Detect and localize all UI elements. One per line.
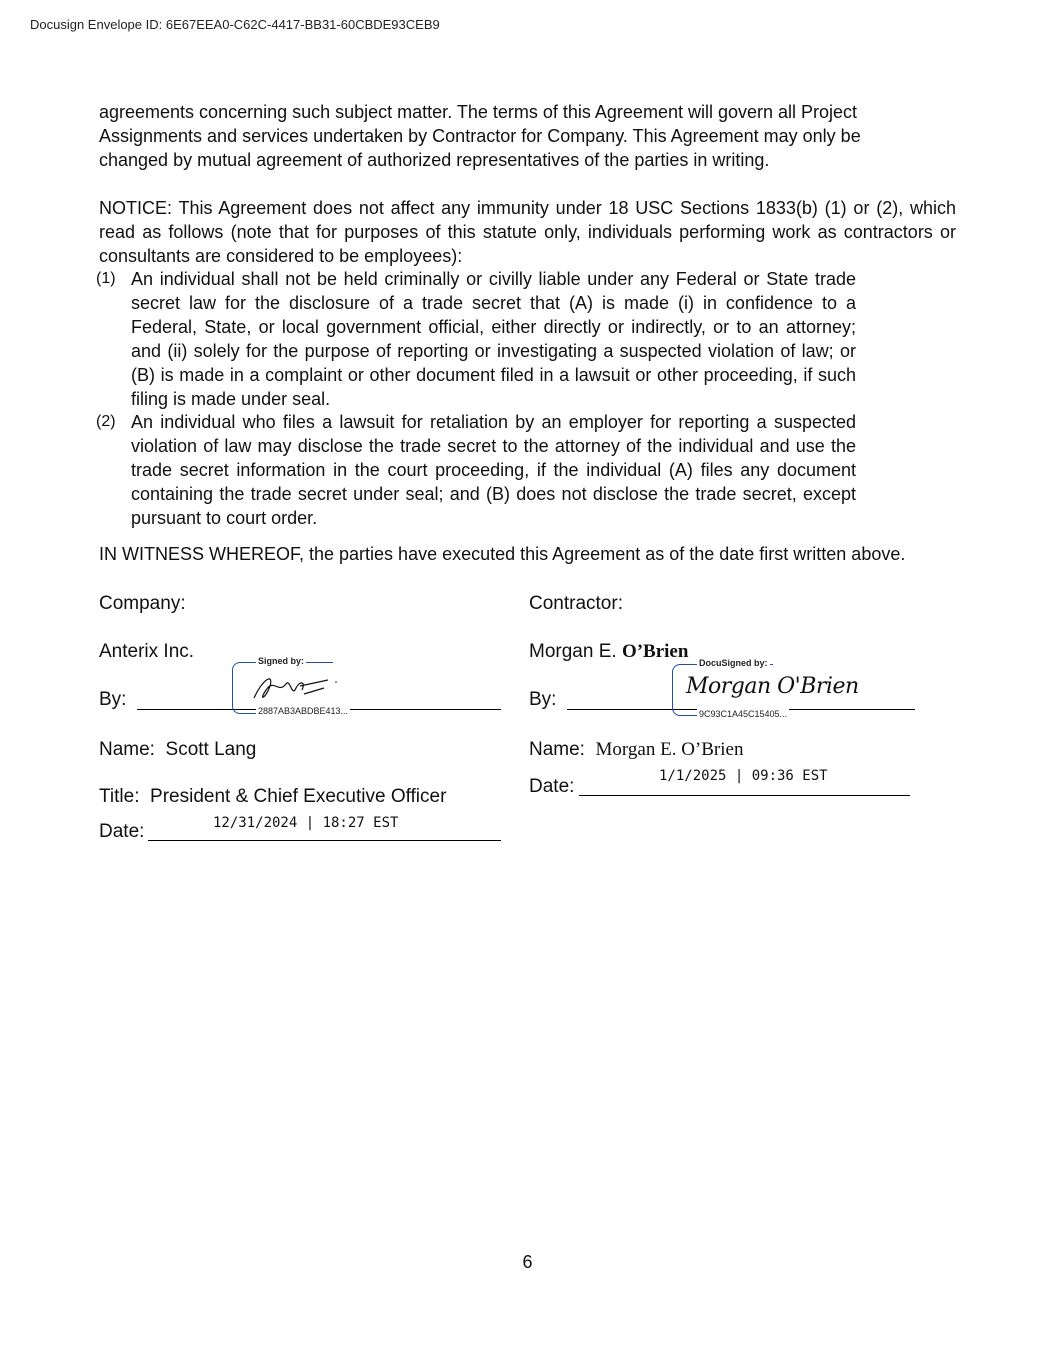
signature-id: 9C93C1A45C15405... (699, 709, 788, 719)
contractor-signature-image: Morgan O'Brien (686, 674, 859, 699)
page-number: 6 (522, 1252, 533, 1272)
title-label: Title: (99, 786, 140, 807)
list-item-number: (2) (96, 413, 116, 430)
company-signature-image (244, 668, 344, 708)
company-by-label: By: (99, 689, 127, 710)
signature-id: 2887AB3ABDBE413... (258, 706, 349, 716)
company-date-label: Date: (99, 821, 145, 842)
contractor-name (529, 641, 688, 663)
signer-name: Morgan E. O’Brien (595, 739, 744, 760)
name-label: Name: (99, 739, 155, 760)
contractor-heading: Contractor: (529, 593, 623, 614)
contractor-date-value: 1/1/2025 | 09:36 EST (659, 768, 828, 784)
company-date-line (148, 840, 501, 841)
list-item-text: An individual who files a lawsuit for retaliation by an employer for reporting a suspected violation of law may disclose the trade secret to the attorney of the individual and use the trade secret information in the court proceeding, if the individual (A) files any document containing the trade secret under seal; and (B) does not disclose the trade secret, except pursuant to court order. (131, 412, 856, 528)
list-item (96, 410, 856, 530)
contractor-date-label: Date: (529, 776, 575, 797)
contractor-name-row (529, 739, 743, 761)
signer-title: President & Chief Executive Officer (150, 786, 447, 807)
list-item-text: An individual shall not be held criminally or civilly liable under any Federal or State trade secret law for the disclosure of a trade secret that (A) is made (i) in confidence to a Federal, State, or local government official, either directly or indirectly, or to an attorney; and (ii) solely for the purpose of reporting or investigating a suspected violation of law; or (B) is made in a complaint or other document filed in a lawsuit or other proceeding, if such filing is made under seal. (131, 269, 856, 409)
company-name: Anterix Inc. (99, 641, 195, 662)
signer-name: Scott Lang (165, 739, 257, 760)
contractor-date-line (579, 795, 910, 796)
contractor-name-prefix: Morgan E. (529, 641, 617, 662)
signature-header: DocuSigned by: (699, 658, 768, 668)
company-name-row (99, 739, 256, 761)
company-title-row (99, 786, 446, 808)
contractor-name-suffix: O’Brien (621, 641, 689, 662)
signature-header: Signed by: (258, 656, 305, 666)
company-date-value: 12/31/2024 | 18:27 EST (213, 815, 399, 831)
witness-clause: IN WITNESS WHEREOF, the parties have executed this Agreement as of the date first written above. (99, 544, 906, 564)
notice-paragraph: NOTICE: This Agreement does not affect any immunity under 18 USC Sections 1833(b) (1) or (2), which read as follows (note that for purposes of this statute only, individuals performing work as contractors or consultants are considered to be employees): (99, 198, 956, 266)
list-item (96, 267, 856, 411)
envelope-id: Docusign Envelope ID: 6E67EEA0-C62C-4417-BB31-60CBDE93CEB9 (30, 17, 440, 32)
contractor-by-label: By: (529, 689, 557, 710)
company-heading: Company: (99, 593, 186, 614)
list-item-number: (1) (96, 270, 116, 287)
name-label: Name: (529, 739, 585, 760)
paragraph-entire-agreement: agreements concerning such subject matter. The terms of this Agreement will govern all Project Assignments and services undertaken by Contractor for Company. This Agreement may only be changed by mutual agreement of authorized representatives of the parties in writing. (99, 102, 861, 170)
